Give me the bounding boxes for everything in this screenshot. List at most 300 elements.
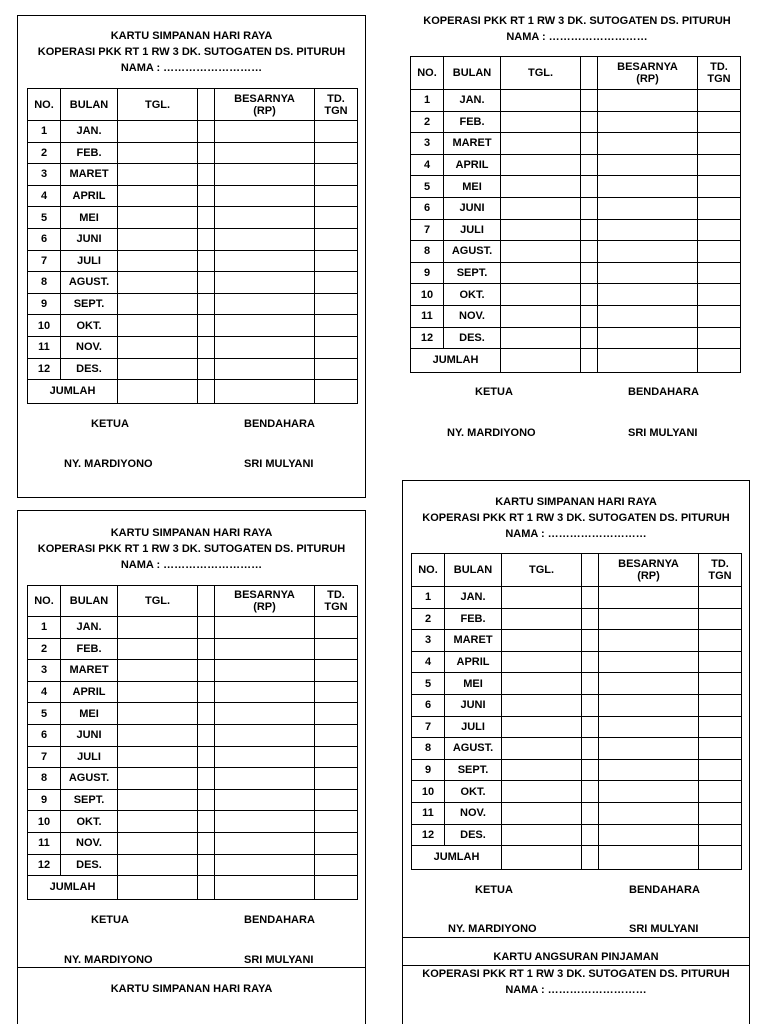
cell-spacer xyxy=(582,651,599,673)
cell-no: 12 xyxy=(28,854,61,876)
table-row xyxy=(28,660,358,682)
cell-besarnya xyxy=(599,824,699,846)
cell-td-tgn xyxy=(699,802,742,824)
cell-no: 4 xyxy=(411,154,444,176)
cell-tgl xyxy=(118,121,198,143)
cell-bulan: FEB. xyxy=(445,608,502,630)
savings-table-grid xyxy=(411,553,742,870)
cell-tgl xyxy=(118,832,198,854)
col-no: NO. xyxy=(28,89,61,121)
cell-spacer xyxy=(581,262,598,284)
cell-td-tgn xyxy=(315,121,358,143)
cell-td-tgn xyxy=(698,90,741,112)
cell-td-tgn xyxy=(698,327,741,349)
cell-spacer xyxy=(582,716,599,738)
cell-no: 7 xyxy=(28,250,61,272)
cell-td-tgn xyxy=(315,724,358,746)
cell-td-tgn xyxy=(315,250,358,272)
cell-no: 4 xyxy=(28,185,61,207)
cell-spacer xyxy=(582,846,599,870)
cell-bulan: APRIL xyxy=(61,681,118,703)
cell-bulan: APRIL xyxy=(445,651,502,673)
cell-td-tgn xyxy=(315,142,358,164)
cell-besarnya xyxy=(215,660,315,682)
cell-td-tgn xyxy=(315,293,358,315)
cell-no: 6 xyxy=(411,197,444,219)
cell-tgl xyxy=(502,802,582,824)
table-header-row xyxy=(412,554,742,587)
cell-td-tgn xyxy=(699,651,742,673)
cell-tgl xyxy=(502,630,582,652)
cell-bulan: APRIL xyxy=(444,154,501,176)
table-row xyxy=(28,768,358,790)
cell-tgl xyxy=(501,262,581,284)
cell-no: 4 xyxy=(28,681,61,703)
col-td-tgn-line-2: TGN xyxy=(324,601,348,613)
cell-spacer xyxy=(582,694,599,716)
cell-bulan: JUNI xyxy=(445,694,502,716)
table-row xyxy=(412,651,742,673)
cell-td-tgn xyxy=(698,349,741,373)
table-row xyxy=(28,142,358,164)
col-bulan: BULAN xyxy=(444,57,501,90)
cell-tgl xyxy=(501,90,581,112)
table-row xyxy=(411,262,741,284)
cell-no: 9 xyxy=(28,293,61,315)
table-header-row xyxy=(411,57,741,90)
cell-td-tgn xyxy=(699,716,742,738)
cell-no: 10 xyxy=(411,284,444,306)
cell-bulan: JULI xyxy=(61,250,118,272)
cell-tgl xyxy=(501,133,581,155)
cell-spacer xyxy=(582,673,599,695)
col-bulan: BULAN xyxy=(445,554,502,587)
cell-tgl xyxy=(118,703,198,725)
col-no: NO. xyxy=(28,586,61,617)
cell-tgl xyxy=(502,824,582,846)
cell-tgl xyxy=(118,336,198,358)
cell-bulan: DES. xyxy=(61,854,118,876)
cell-spacer xyxy=(198,272,215,294)
cell-td-tgn xyxy=(699,608,742,630)
cell-no: 12 xyxy=(411,327,444,349)
installment-card-title: KARTU ANGSURAN PINJAMAN xyxy=(493,951,659,963)
cell-bulan: OKT. xyxy=(444,284,501,306)
cell-tgl xyxy=(118,617,198,639)
cell-besarnya xyxy=(599,716,699,738)
cell-no: 5 xyxy=(28,207,61,229)
table-row xyxy=(28,703,358,725)
cell-td-tgn xyxy=(698,197,741,219)
cell-no: 11 xyxy=(412,802,445,824)
cell-besarnya xyxy=(598,349,698,373)
cell-spacer xyxy=(198,746,215,768)
cell-no: 9 xyxy=(411,262,444,284)
cell-td-tgn xyxy=(699,630,742,652)
cell-bulan: JAN. xyxy=(445,587,502,609)
cell-tgl xyxy=(501,305,581,327)
table-row xyxy=(28,854,358,876)
table-row xyxy=(412,824,742,846)
cell-besarnya xyxy=(215,336,315,358)
cell-bulan: MEI xyxy=(444,176,501,198)
cell-spacer xyxy=(198,336,215,358)
table-row xyxy=(412,716,742,738)
cell-besarnya xyxy=(215,250,315,272)
col-tgl: TGL. xyxy=(502,554,582,587)
table-row xyxy=(28,315,358,337)
cell-tgl xyxy=(118,293,198,315)
table-row xyxy=(411,90,741,112)
col-td-tgn-line-2: TGN xyxy=(324,104,348,117)
total-label: JUMLAH xyxy=(28,876,118,900)
col-tgl: TGL. xyxy=(118,89,198,121)
installment-card xyxy=(402,937,750,1024)
cell-tgl xyxy=(502,846,582,870)
ketua-name: NY. MARDIYONO xyxy=(447,427,536,439)
card-name-line: NAMA : ……………………… xyxy=(120,559,263,571)
table-row xyxy=(412,781,742,803)
cell-bulan: SEPT. xyxy=(61,293,118,315)
cell-no: 3 xyxy=(411,133,444,155)
col-besarnya-line-2: (RP) xyxy=(636,73,659,85)
table-row xyxy=(412,802,742,824)
cell-bulan: JAN. xyxy=(61,121,118,143)
cell-td-tgn xyxy=(315,832,358,854)
cell-td-tgn xyxy=(699,738,742,760)
cell-no: 1 xyxy=(28,617,61,639)
cell-tgl xyxy=(118,854,198,876)
total-label: JUMLAH xyxy=(411,349,501,373)
cell-besarnya xyxy=(599,673,699,695)
cell-tgl xyxy=(502,738,582,760)
col-td-tgn-line-1: TD. xyxy=(327,589,345,601)
cell-no: 10 xyxy=(28,811,61,833)
cell-no: 3 xyxy=(28,660,61,682)
cell-tgl xyxy=(501,154,581,176)
cell-tgl xyxy=(501,111,581,133)
cell-bulan: AGUST. xyxy=(61,272,118,294)
cell-besarnya xyxy=(599,608,699,630)
cell-besarnya xyxy=(598,284,698,306)
cell-bulan: JUNI xyxy=(61,724,118,746)
cell-spacer xyxy=(582,824,599,846)
cell-tgl xyxy=(501,176,581,198)
ketua-name: NY. MARDIYONO xyxy=(448,923,537,935)
col-no: NO. xyxy=(412,554,445,587)
ketua-name: NY. MARDIYONO xyxy=(64,458,153,470)
cell-bulan: MARET xyxy=(61,164,118,186)
cell-besarnya xyxy=(598,219,698,241)
cell-tgl xyxy=(502,651,582,673)
cell-tgl xyxy=(118,380,198,404)
cell-bulan: FEB. xyxy=(61,142,118,164)
cell-tgl xyxy=(501,219,581,241)
cell-td-tgn xyxy=(699,587,742,609)
cell-bulan: OKT. xyxy=(61,315,118,337)
cell-tgl xyxy=(118,681,198,703)
cell-besarnya xyxy=(215,358,315,380)
cell-tgl xyxy=(118,660,198,682)
cell-td-tgn xyxy=(698,262,741,284)
table-header-row xyxy=(28,586,358,617)
cell-tgl xyxy=(118,164,198,186)
cell-no: 2 xyxy=(28,142,61,164)
cell-tgl xyxy=(118,724,198,746)
table-row xyxy=(412,587,742,609)
cell-no: 2 xyxy=(412,608,445,630)
cell-tgl xyxy=(118,768,198,790)
card-name-line: NAMA : ……………………… xyxy=(120,62,263,74)
table-row xyxy=(411,197,741,219)
cell-td-tgn xyxy=(315,681,358,703)
card-name-line: NAMA : ……………………… xyxy=(505,984,647,996)
savings-table-grid xyxy=(27,88,358,404)
cell-bulan: AGUST. xyxy=(444,241,501,263)
cell-besarnya xyxy=(599,630,699,652)
bendahara-name: SRI MULYANI xyxy=(629,923,699,935)
cell-bulan: JUNI xyxy=(444,197,501,219)
cell-no: 5 xyxy=(412,673,445,695)
cell-besarnya xyxy=(215,164,315,186)
cell-besarnya xyxy=(215,617,315,639)
cell-tgl xyxy=(118,746,198,768)
cell-no: 11 xyxy=(28,336,61,358)
table-total-row xyxy=(28,876,358,900)
cell-spacer xyxy=(198,121,215,143)
col-besarnya-line-2: (RP) xyxy=(637,570,660,582)
cell-spacer xyxy=(581,90,598,112)
cell-spacer xyxy=(198,142,215,164)
cell-tgl xyxy=(118,876,198,900)
cell-besarnya xyxy=(598,241,698,263)
cell-no: 7 xyxy=(412,716,445,738)
cell-td-tgn xyxy=(315,660,358,682)
cell-bulan: AGUST. xyxy=(61,768,118,790)
cell-td-tgn xyxy=(698,133,741,155)
cell-spacer xyxy=(198,638,215,660)
cell-bulan: MARET xyxy=(61,660,118,682)
cell-tgl xyxy=(118,358,198,380)
table-row xyxy=(412,608,742,630)
cell-spacer xyxy=(582,630,599,652)
table-row xyxy=(28,336,358,358)
cell-besarnya xyxy=(215,272,315,294)
table-header-row xyxy=(28,89,358,121)
cell-spacer xyxy=(582,802,599,824)
cell-spacer xyxy=(198,876,215,900)
cell-bulan: NOV. xyxy=(61,336,118,358)
col-besarnya-line-2: (RP) xyxy=(253,104,276,117)
savings-card-3 xyxy=(17,510,366,968)
col-td-tgn-line-1: TD. xyxy=(711,558,729,570)
cell-besarnya xyxy=(598,305,698,327)
cell-no: 11 xyxy=(28,832,61,854)
cell-besarnya xyxy=(215,293,315,315)
table-row xyxy=(28,746,358,768)
cell-td-tgn xyxy=(699,846,742,870)
col-td-tgn xyxy=(699,554,742,587)
table-row xyxy=(412,694,742,716)
bendahara-name: SRI MULYANI xyxy=(244,458,314,470)
cell-besarnya xyxy=(598,327,698,349)
cell-bulan: AGUST. xyxy=(445,738,502,760)
cell-td-tgn xyxy=(315,185,358,207)
cell-no: 3 xyxy=(28,164,61,186)
col-spacer xyxy=(198,586,215,617)
table-row xyxy=(411,111,741,133)
col-besarnya xyxy=(215,586,315,617)
table-row xyxy=(28,617,358,639)
cell-td-tgn xyxy=(315,228,358,250)
cell-td-tgn xyxy=(698,176,741,198)
cell-besarnya xyxy=(215,789,315,811)
col-td-tgn-line-1: TD. xyxy=(327,92,345,105)
cell-bulan: APRIL xyxy=(61,185,118,207)
cell-td-tgn xyxy=(315,336,358,358)
card-organization: KOPERASI PKK RT 1 RW 3 DK. SUTOGATEN DS. PITURUH xyxy=(422,512,730,524)
bendahara-name: SRI MULYANI xyxy=(244,954,314,966)
card-name-line: NAMA : ……………………… xyxy=(505,528,647,540)
cell-spacer xyxy=(198,380,215,404)
savings-card-1 xyxy=(17,15,366,498)
table-row xyxy=(28,185,358,207)
cell-no: 6 xyxy=(412,694,445,716)
cell-tgl xyxy=(118,250,198,272)
bendahara-label: BENDAHARA xyxy=(244,914,315,926)
cell-tgl xyxy=(118,638,198,660)
cell-bulan: MARET xyxy=(445,630,502,652)
cell-spacer xyxy=(581,241,598,263)
ketua-label: KETUA xyxy=(475,386,513,398)
cell-td-tgn xyxy=(698,111,741,133)
cell-besarnya xyxy=(215,185,315,207)
cell-td-tgn xyxy=(315,789,358,811)
cell-td-tgn xyxy=(315,811,358,833)
col-bulan: BULAN xyxy=(61,89,118,121)
savings-card-4 xyxy=(17,967,366,1024)
card-title: KARTU SIMPANAN HARI RAYA xyxy=(110,527,273,539)
cell-spacer xyxy=(582,608,599,630)
cell-tgl xyxy=(502,587,582,609)
cell-spacer xyxy=(198,854,215,876)
table-row xyxy=(28,724,358,746)
cell-besarnya xyxy=(598,262,698,284)
cell-td-tgn xyxy=(315,876,358,900)
savings-table-grid xyxy=(410,56,741,373)
cell-besarnya xyxy=(215,315,315,337)
table-row xyxy=(28,164,358,186)
bendahara-name: SRI MULYANI xyxy=(628,427,698,439)
cell-besarnya xyxy=(215,142,315,164)
col-besarnya-line-1: BESARNYA xyxy=(234,92,295,105)
cell-no: 8 xyxy=(411,241,444,263)
table-row xyxy=(28,272,358,294)
cell-spacer xyxy=(198,703,215,725)
cell-td-tgn xyxy=(315,617,358,639)
col-td-tgn-line-2: TGN xyxy=(707,73,731,85)
cell-besarnya xyxy=(215,121,315,143)
cell-besarnya xyxy=(598,176,698,198)
cell-no: 9 xyxy=(28,789,61,811)
ketua-label: KETUA xyxy=(91,418,129,430)
cell-besarnya xyxy=(599,651,699,673)
col-spacer xyxy=(582,554,599,587)
cell-td-tgn xyxy=(315,703,358,725)
cell-tgl xyxy=(118,142,198,164)
col-besarnya xyxy=(598,57,698,90)
cell-bulan: NOV. xyxy=(61,832,118,854)
cell-tgl xyxy=(502,608,582,630)
divider xyxy=(403,965,749,966)
table-row xyxy=(411,305,741,327)
table-row xyxy=(412,759,742,781)
cell-bulan: JUNI xyxy=(61,228,118,250)
cell-no: 9 xyxy=(412,759,445,781)
cell-tgl xyxy=(501,327,581,349)
cell-besarnya xyxy=(215,854,315,876)
cell-besarnya xyxy=(215,724,315,746)
cell-no: 12 xyxy=(28,358,61,380)
cell-spacer xyxy=(198,228,215,250)
cell-spacer xyxy=(198,185,215,207)
cell-besarnya xyxy=(215,811,315,833)
cell-besarnya xyxy=(215,832,315,854)
ketua-name: NY. MARDIYONO xyxy=(64,954,153,966)
cell-tgl xyxy=(118,228,198,250)
cell-td-tgn xyxy=(315,768,358,790)
cell-no: 1 xyxy=(412,587,445,609)
table-row xyxy=(28,638,358,660)
cell-no: 11 xyxy=(411,305,444,327)
cell-td-tgn xyxy=(699,781,742,803)
table-row xyxy=(411,241,741,263)
cell-spacer xyxy=(198,811,215,833)
cell-besarnya xyxy=(598,90,698,112)
cell-td-tgn xyxy=(699,759,742,781)
card-organization: KOPERASI PKK RT 1 RW 3 DK. SUTOGATEN DS. PITURUH xyxy=(37,46,346,58)
cell-spacer xyxy=(198,768,215,790)
col-tgl: TGL. xyxy=(501,57,581,90)
card-title: KARTU SIMPANAN HARI RAYA xyxy=(495,496,657,508)
cell-td-tgn xyxy=(698,305,741,327)
table-row xyxy=(411,327,741,349)
cell-td-tgn xyxy=(698,241,741,263)
cell-besarnya xyxy=(599,694,699,716)
table-total-row xyxy=(411,349,741,373)
cell-besarnya xyxy=(215,380,315,404)
cell-bulan: MEI xyxy=(61,207,118,229)
cell-no: 8 xyxy=(28,768,61,790)
cell-spacer xyxy=(581,327,598,349)
cell-no: 3 xyxy=(412,630,445,652)
table-row xyxy=(28,681,358,703)
cell-bulan: SEPT. xyxy=(445,759,502,781)
cell-bulan: JULI xyxy=(61,746,118,768)
cell-spacer xyxy=(198,293,215,315)
cell-besarnya xyxy=(598,111,698,133)
savings-card-5 xyxy=(402,480,750,938)
cell-td-tgn xyxy=(315,854,358,876)
card-name-line: NAMA : ……………………… xyxy=(506,31,648,43)
table-row xyxy=(28,121,358,143)
cell-bulan: NOV. xyxy=(444,305,501,327)
ketua-label: KETUA xyxy=(91,914,129,926)
cell-besarnya xyxy=(599,846,699,870)
cell-spacer xyxy=(582,738,599,760)
cell-bulan: MEI xyxy=(61,703,118,725)
cell-besarnya xyxy=(599,759,699,781)
